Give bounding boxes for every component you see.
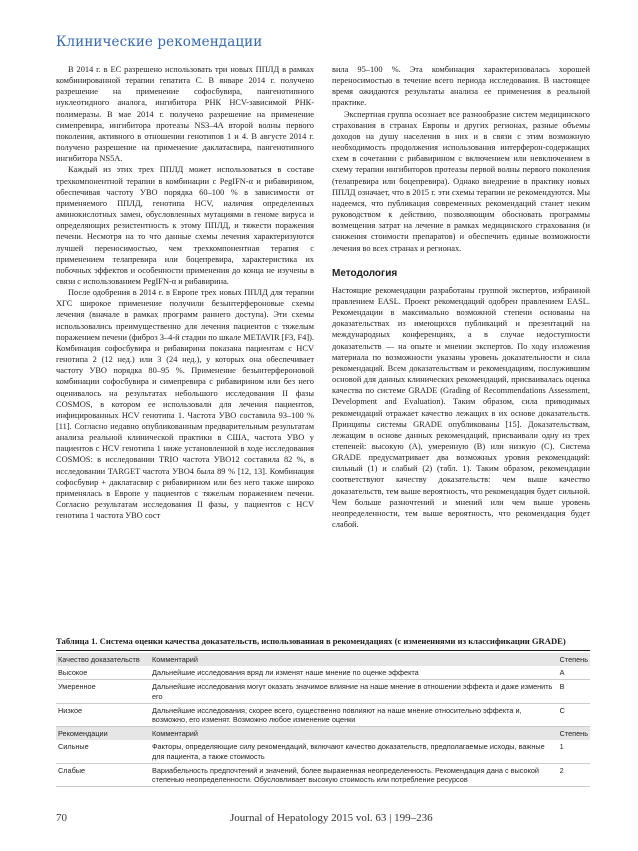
table-row: [56, 680, 590, 703]
table-cell: C: [558, 703, 590, 726]
table-rule: [56, 650, 590, 651]
table-cell: Слабые: [56, 763, 150, 786]
table-cell: Сильные: [56, 740, 150, 763]
table-cell: 2: [558, 763, 590, 786]
grade-table: [56, 636, 590, 787]
table: [56, 653, 590, 787]
table-row: [56, 703, 590, 726]
table-cell: Умеренное: [56, 680, 150, 703]
table-header-row: [56, 653, 590, 666]
paragraph: Настоящие рекомендации разработаны группой экспертов, избранной правлением EASL. Проект рекомендаций одобрен правлением EASL. Рекомендации в максимально возможной степени основаны на доказательствах из имеющихся публикаций и презентаций на международных конференциях, а в случае недоступности доказательств — на опыте и мнении экспертов. По ходу изложения материала по возможности указаны уровень доказательности и сила рекомендаций. Всем доказательствам и рекомендациям, послужившим основой для данных клинических рекомендаций, присваивалась оценка качества по системе GRADE (Grading of Recommendations Assessment, Development and Evaluation). Таким образом, сила приводимых рекомендаций отражает качество лежащих в их основе доказательств. Принципы системы GRADE опубликованы [15]. Доказательствам, лежащим в основе данных рекомендаций, присваивали одну из трех степеней: высокую (А), умеренную (В) или низкую (С). Система GRADE предусматривает два возможных уровня рекомендаций: сильный (1) и слабый (2) (табл. 1). Таким образом, рекомендации соответствуют качеству доказательств: чем выше качество доказательств, тем выше вероятность, что рекомендация будет сильной. Чем больше разночтений и мнений или чем выше уровень неопределенности, тем выше вероятность, что рекомендация будет слабой.: [332, 285, 590, 530]
section-heading: Методология: [332, 267, 398, 279]
table-cell: 1: [558, 740, 590, 763]
table-header-cell: Качество доказательств: [56, 653, 150, 666]
table-cell: Вариабельность предпочтений и значений, более выраженная неопределенность. Рекомендация дана с высокой степенью неопределенности. Обусловливает высокую стоимость или потребление ресурсов: [150, 763, 558, 786]
table-cell: A: [558, 666, 590, 680]
right-column: [332, 64, 590, 530]
table-cell: Факторы, определяющие силу рекомендаций, включают качество доказательств, предполагаемые исходы, важные для пациента, а также стоимость: [150, 740, 558, 763]
table-cell: Дальнейшие исследования, скорее всего, существенно повлияют на наше мнение относительно эффекта и, возможно, его изменят. Возможно любое изменение оценки: [150, 703, 558, 726]
table-header-cell: Комментарий: [150, 653, 558, 666]
table-cell: Дальнейшие исследования могут оказать значимое влияние на наше мнение в отношении эффекта и даже изменить его: [150, 680, 558, 703]
table-caption: Таблица 1. Система оценки качества доказательств, использованная в рекомендациях (с изменениями из классификации GRADE): [56, 636, 566, 646]
table-row: [56, 740, 590, 763]
table-header-row: [56, 727, 590, 741]
table-row: [56, 763, 590, 786]
table-cell: B: [558, 680, 590, 703]
table-header-cell: Комментарий: [150, 727, 558, 741]
table-header-cell: Степень: [558, 653, 590, 666]
table-cell: Низкое: [56, 703, 150, 726]
table-cell: Высокое: [56, 666, 150, 680]
journal-citation: Journal of Hepatology 2015 vol. 63 | 199–236: [230, 812, 433, 824]
page-number: 70: [56, 812, 67, 824]
paragraph: Экспертная группа осознает все разнообразие систем медицинского страхования в странах Европы и других регионах, разные объемы доходов на душу населения в них и в связи с этим возможную необходимость продолжения использования интерферон-содержащих схем в сочетании с рибавирином с включением или невключением в схему терапии ингибиторов протеазы первой волны первого поколения (телапревира или боцепревира). Однако внедрение в практику новых ППЛД означает, что в 2015 г. эти схемы терапии не рекомендуются. Мы надеемся, что публикация современных рекомендаций станет неким руководством к действию, позволяющим обосновать программы возмещения затрат на лечение в рамках медицинского страхования (и снижения стоимости препаратов) и обеспечить единые возможности лечения во всех странах и регионах.: [332, 109, 590, 253]
paragraph: вила 95–100 %. Эта комбинация характеризовалась хорошей переносимостью в течение всего периода исследования. В настоящее время ожидаются результаты анализа ее применения в реальной практике.: [332, 65, 590, 108]
left-column: [56, 64, 314, 521]
table-row: [56, 666, 590, 680]
page-header-title: Клинические рекомендации: [56, 34, 263, 50]
paragraph: После одобрения в 2014 г. в Европе трех новых ППЛД для терапии ХГС широкое применение получили безынтерфероновые схемы лечения (вначале в рамках программ раннего доступа). Эти схемы использовались преимущественно для лечения пациентов с тяжелым поражением печени (фиброз 3–4-й стадии по шкале METAVIR [F3, F4]). Комбинация софосбувира и рибавирина показана пациентам с HCV генотипа 2 (12 нед.) или 3 (24 нед.), у которых она обеспечивает частоту УВО порядка 80–95 %. Применение безынтерфероновой комбинации софосбувира и симепревира с рибавирином или без него оценивалось на результатах небольшого исследования II фазы COSMOS, в котором ее использовали для лечения пациентов, инфицированных HCV генотипа 1. Частота УВО составила 93–100 % [11]. Согласно недавно опубликованным предварительным результатам анализа реальной клинической практики в США, частота УВО у пациентов с HCV генотипа 1 ниже установленной в ходе исследования COSMOS: в исследовании TRIO частота УВО12 составила 82 %, в исследовании TARGET частота УВО4 была 89 % [12, 13]. Комбинация софосбувир + даклатасвир с рибавирином или без него также широко применялась в Европе у пациентов с тяжелым поражением печени. Согласно результатам исследования II фазы, у пациентов с HCV генотипа 1 частота УВО сост: [56, 288, 314, 521]
table-header-cell: Рекомендации: [56, 727, 150, 741]
table-header-cell: Степень: [558, 727, 590, 741]
paragraph: Каждый из этих трех ППЛД может использоваться в составе трехкомпонентной терапии в комбинации с PegIFN-α и рибавирином, обеспечивая частоту УВО порядка 60–100 % в зависимости от применяемого ППЛД, генотипа HCV, наличия определенных аминокислотных замен, обусловленных мутациями в геноме вируса и определяющих резистентность к этому ППЛД, и тяжести поражения печени. Несмотря на то что данные схемы лечения характеризуются лучшей переносимостью, чем трехкомпонентная терапия с применением телапревира или боцепревира, характеристика их побочных эффектов и особенности применения до конца не изучены в связи с использованием PegIFN-α и рибавирина.: [56, 165, 314, 286]
table-cell: Дальнейшие исследования вряд ли изменят наше мнение по оценке эффекта: [150, 666, 558, 680]
paragraph: В 2014 г. в ЕС разрешено использовать три новых ППЛД в рамках комбинированной терапии гепатита С. В январе 2014 г. получено разрешение на применение софосбувира, пангенотипного нуклеотидного аналога, ингибитора РНК HCV-зависимой РНК-полимеразы. В мае 2014 г. получено разрешение на применение симепревира, ингибитора протеазы NS3–4A второй волны первого поколения, активного в отношении генотипов 1 и 4. В августе 2014 г. получено разрешение на применение даклатасвира, пангенотипного ингибитора NS5A.: [56, 65, 314, 164]
